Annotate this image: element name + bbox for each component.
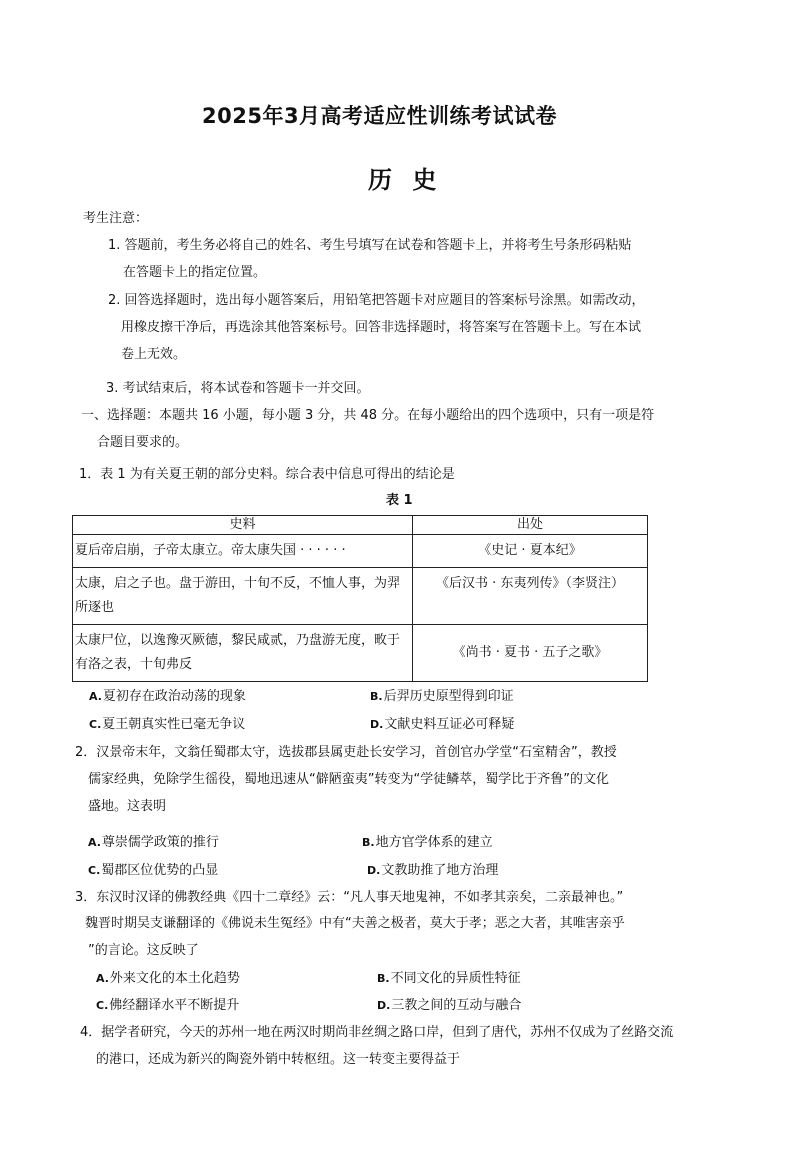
q3-option-a[interactable]: A.外来文化的本土化趋势 xyxy=(96,971,240,986)
question-3-stem-line-1: 3．东汉时汉译的佛教经典《四十二章经》云：“凡人事天地鬼神，不如孝其亲矣，二亲最神也。” xyxy=(75,890,624,905)
table-header-source: 史料 xyxy=(73,516,413,535)
question-4-stem-line-1: 4．据学者研究，今天的苏州一地在两汉时期尚非丝绸之路口岸，但到了唐代，苏州不仅成为了丝路交流 xyxy=(80,1025,674,1040)
table-header-reference: 出处 xyxy=(413,516,648,535)
question-2-stem-line-2: 儒家经典，免除学生徭役，蜀地迅速从“僻陋蛮夷”转变为“学徒鳞萃，蜀学比于齐鲁”的文化 xyxy=(88,772,609,787)
q2-option-c[interactable]: C.蜀郡区位优势的凸显 xyxy=(88,863,219,878)
notice-item-1-line-2: 在答题卡上的指定位置。 xyxy=(123,265,267,280)
table-cell-source: 太康尸位，以逸豫灭厥德，黎民咸贰，乃盘游无度，畋于有洛之表，十旬弗反 xyxy=(73,625,413,682)
question-2-stem-line-3: 盛地。这表明 xyxy=(88,799,167,814)
notice-item-1-line-1: 1. 答题前，考生务必将自己的姓名、考生号填写在试卷和答题卡上，并将考生号条形码粘贴 xyxy=(108,238,632,253)
q1-option-d[interactable]: D.文献史料互证必可释疑 xyxy=(370,717,515,732)
table-cell-source: 夏后帝启崩，子帝太康立。帝太康失国 · · · · · · xyxy=(73,535,413,568)
section-header-line-2: 合题目要求的。 xyxy=(97,435,189,450)
q1-option-b[interactable]: B.后羿历史原型得到印证 xyxy=(370,689,514,704)
question-1-stem: 1．表 1 为有关夏王朝的部分史料。综合表中信息可得出的结论是 xyxy=(79,467,455,482)
table-header-row xyxy=(73,516,648,535)
table-caption: 表 1 xyxy=(386,493,413,508)
question-3-stem-line-3: ”的言论。这反映了 xyxy=(88,943,199,958)
notice-item-3-line-1: 3. 考试结束后，将本试卷和答题卡一并交回。 xyxy=(106,381,370,396)
question-3-stem-line-2: 魏晋时期吴支谦翻译的《佛说未生冤经》中有“夫善之极者，莫大于孝；恶之大者，其唯害亲乎 xyxy=(85,916,625,931)
table-row xyxy=(73,535,648,568)
q3-option-c[interactable]: C.佛经翻译水平不断提升 xyxy=(96,998,240,1013)
notice-item-2-line-3: 卷上无效。 xyxy=(121,347,187,362)
source-table xyxy=(72,515,648,682)
table-cell-reference: 《后汉书 · 东夷列传》（李贤注） xyxy=(413,568,648,625)
table-cell-source: 太康，启之子也。盘于游田，十旬不反，不恤人事，为羿所逐也 xyxy=(73,568,413,625)
q1-option-a[interactable]: A.夏初存在政治动荡的现象 xyxy=(89,689,246,704)
table-row xyxy=(73,625,648,682)
question-4-stem-line-2: 的港口，还成为新兴的陶瓷外销中转枢纽。这一转变主要得益于 xyxy=(96,1052,461,1067)
q1-option-c[interactable]: C.夏王朝真实性已毫无争议 xyxy=(89,717,246,732)
q2-option-d[interactable]: D.文教助推了地方治理 xyxy=(367,863,499,878)
notice-item-2-line-2: 用橡皮擦干净后，再选涂其他答案标号。回答非选择题时，将答案写在答题卡上。写在本试 xyxy=(121,320,642,335)
notice-heading: 考生注意： xyxy=(83,211,149,226)
table-cell-reference: 《史记 · 夏本纪》 xyxy=(413,535,648,568)
table-cell-reference: 《尚书 · 夏书 · 五子之歌》 xyxy=(413,625,648,682)
exam-title: 2025年3月高考适应性训练考试试卷 xyxy=(202,104,558,128)
question-2-stem-line-1: 2．汉景帝末年，文翁任蜀郡太守，选拔郡县属吏赴长安学习，首创官办学堂“石室精舍”，教授 xyxy=(75,745,617,760)
q2-option-b[interactable]: B.地方官学体系的建立 xyxy=(362,835,493,850)
notice-item-2-line-1: 2. 回答选择题时，选出每小题答案后，用铅笔把答题卡对应题目的答案标号涂黑。如需改动， xyxy=(108,293,645,308)
q3-option-d[interactable]: D.三教之间的互动与融合 xyxy=(377,998,522,1013)
subject-title: 历 史 xyxy=(368,166,443,194)
section-header-line-1: 一、选择题：本题共 16 小题，每小题 3 分，共 48 分。在每小题给出的四个选项中，只有一项是符 xyxy=(81,408,655,423)
q2-option-a[interactable]: A.尊崇儒学政策的推行 xyxy=(88,835,219,850)
q3-option-b[interactable]: B.不同文化的异质性特征 xyxy=(377,971,521,986)
table-row xyxy=(73,568,648,625)
